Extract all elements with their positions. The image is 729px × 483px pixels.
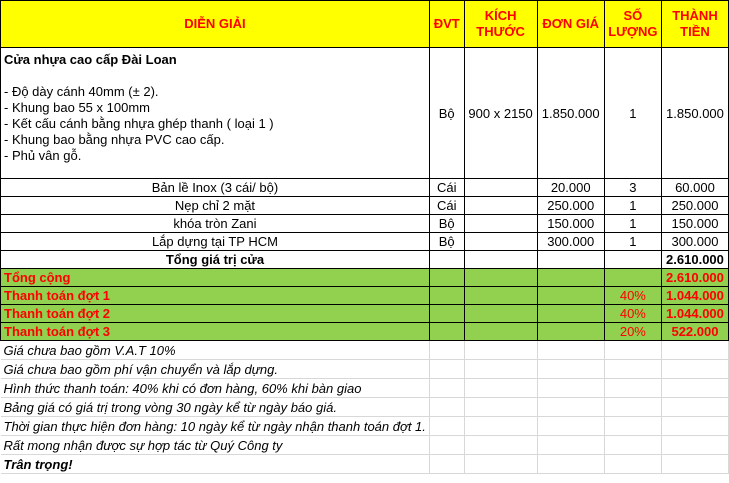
summary-value: 1.044.000 bbox=[661, 287, 728, 305]
empty-cell bbox=[537, 305, 604, 323]
item-desc: Lắp dựng tại TP HCM bbox=[1, 233, 430, 251]
note-text: Giá chưa bao gồm V.A.T 10% bbox=[1, 341, 430, 360]
item-price: 150.000 bbox=[537, 215, 604, 233]
note-row bbox=[1, 379, 729, 398]
note-text: Hình thức thanh toán: 40% khi có đơn hàng, 60% khi bàn giao bbox=[1, 379, 430, 398]
summary-label: Thanh toán đợt 2 bbox=[1, 305, 430, 323]
main-item-total: 1.850.000 bbox=[661, 48, 728, 179]
item-row bbox=[1, 233, 729, 251]
item-size bbox=[464, 233, 537, 251]
note-row bbox=[1, 360, 729, 379]
empty-cell bbox=[537, 251, 604, 269]
item-desc: Bản lề Inox (3 cái/ bộ) bbox=[1, 179, 430, 197]
main-item-price: 1.850.000 bbox=[537, 48, 604, 179]
empty-cell bbox=[429, 251, 464, 269]
summary-label: Thanh toán đợt 3 bbox=[1, 323, 430, 341]
main-item-row bbox=[1, 48, 729, 179]
summary-row bbox=[1, 305, 729, 323]
item-qty: 3 bbox=[604, 179, 661, 197]
item-desc: Nẹp chỉ 2 mặt bbox=[1, 197, 430, 215]
header-qty: SỐ LƯỢNG bbox=[604, 1, 661, 48]
item-unit: Bộ bbox=[429, 215, 464, 233]
item-total: 300.000 bbox=[661, 233, 728, 251]
item-price: 20.000 bbox=[537, 179, 604, 197]
item-unit: Cái bbox=[429, 197, 464, 215]
item-desc: khóa tròn Zani bbox=[1, 215, 430, 233]
header-price: ĐƠN GIÁ bbox=[537, 1, 604, 48]
summary-label: Thanh toán đợt 1 bbox=[1, 287, 430, 305]
note-text: Giá chưa bao gồm phí vận chuyển và lắp dựng. bbox=[1, 360, 430, 379]
empty-cell bbox=[537, 269, 604, 287]
empty-cell bbox=[464, 305, 537, 323]
main-item-detail: - Độ dày cánh 40mm (± 2). bbox=[4, 84, 159, 99]
header-size: KÍCH THƯỚC bbox=[464, 1, 537, 48]
empty-cell bbox=[429, 305, 464, 323]
summary-value: 2.610.000 bbox=[661, 269, 728, 287]
door-total-label: Tổng giá trị cửa bbox=[1, 251, 430, 269]
header-unit: ĐVT bbox=[429, 1, 464, 48]
main-item-detail: - Khung bao 55 x 100mm bbox=[4, 100, 150, 115]
summary-row bbox=[1, 323, 729, 341]
empty-cell bbox=[429, 323, 464, 341]
item-size bbox=[464, 197, 537, 215]
main-item-detail: - Kết cấu cánh bằng nhựa ghép thanh ( loại 1 ) bbox=[4, 116, 274, 131]
main-item-size: 900 x 2150 bbox=[464, 48, 537, 179]
summary-row bbox=[1, 287, 729, 305]
item-unit: Cái bbox=[429, 179, 464, 197]
summary-value: 522.000 bbox=[661, 323, 728, 341]
empty-cell bbox=[464, 287, 537, 305]
empty-cell bbox=[604, 251, 661, 269]
note-text: Bảng giá có giá trị trong vòng 30 ngày kể từ ngày báo giá. bbox=[1, 398, 430, 417]
main-item-description bbox=[1, 48, 430, 179]
empty-cell bbox=[464, 251, 537, 269]
item-qty: 1 bbox=[604, 215, 661, 233]
summary-pct: 20% bbox=[604, 323, 661, 341]
note-text: Thời gian thực hiện đơn hàng: 10 ngày kể từ ngày nhận thanh toán đợt 1. bbox=[1, 417, 430, 436]
main-item-unit: Bộ bbox=[429, 48, 464, 179]
empty-cell bbox=[464, 269, 537, 287]
summary-pct: 40% bbox=[604, 287, 661, 305]
header-row bbox=[1, 1, 729, 48]
note-row bbox=[1, 417, 729, 436]
empty-cell bbox=[464, 323, 537, 341]
empty-cell bbox=[429, 287, 464, 305]
header-total: THÀNH TIỀN bbox=[661, 1, 728, 48]
note-row bbox=[1, 398, 729, 417]
main-item-detail: - Khung bao bằng nhựa PVC cao cấp. bbox=[4, 132, 225, 147]
item-total: 250.000 bbox=[661, 197, 728, 215]
item-size bbox=[464, 215, 537, 233]
summary-pct: 40% bbox=[604, 305, 661, 323]
item-price: 300.000 bbox=[537, 233, 604, 251]
item-total: 150.000 bbox=[661, 215, 728, 233]
main-item-detail: - Phủ vân gỗ. bbox=[4, 148, 82, 163]
closing-text: Trân trọng! bbox=[1, 455, 430, 474]
closing-row bbox=[1, 455, 729, 474]
empty-cell bbox=[537, 323, 604, 341]
empty-cell bbox=[429, 269, 464, 287]
item-row bbox=[1, 215, 729, 233]
item-unit: Bộ bbox=[429, 233, 464, 251]
header-desc: DIỄN GIẢI bbox=[1, 1, 430, 48]
door-total-row bbox=[1, 251, 729, 269]
item-qty: 1 bbox=[604, 197, 661, 215]
main-item-qty: 1 bbox=[604, 48, 661, 179]
note-row bbox=[1, 436, 729, 455]
item-qty: 1 bbox=[604, 233, 661, 251]
item-total: 60.000 bbox=[661, 179, 728, 197]
door-total-value: 2.610.000 bbox=[661, 251, 728, 269]
note-row bbox=[1, 341, 729, 360]
item-row bbox=[1, 179, 729, 197]
item-price: 250.000 bbox=[537, 197, 604, 215]
note-text: Rất mong nhận được sự hợp tác từ Quý Công ty bbox=[1, 436, 430, 455]
item-size bbox=[464, 179, 537, 197]
summary-pct bbox=[604, 269, 661, 287]
summary-value: 1.044.000 bbox=[661, 305, 728, 323]
summary-row bbox=[1, 269, 729, 287]
main-item-title: Cửa nhựa cao cấp Đài Loan bbox=[4, 52, 177, 67]
item-row bbox=[1, 197, 729, 215]
empty-cell bbox=[537, 287, 604, 305]
summary-label: Tổng cộng bbox=[1, 269, 430, 287]
